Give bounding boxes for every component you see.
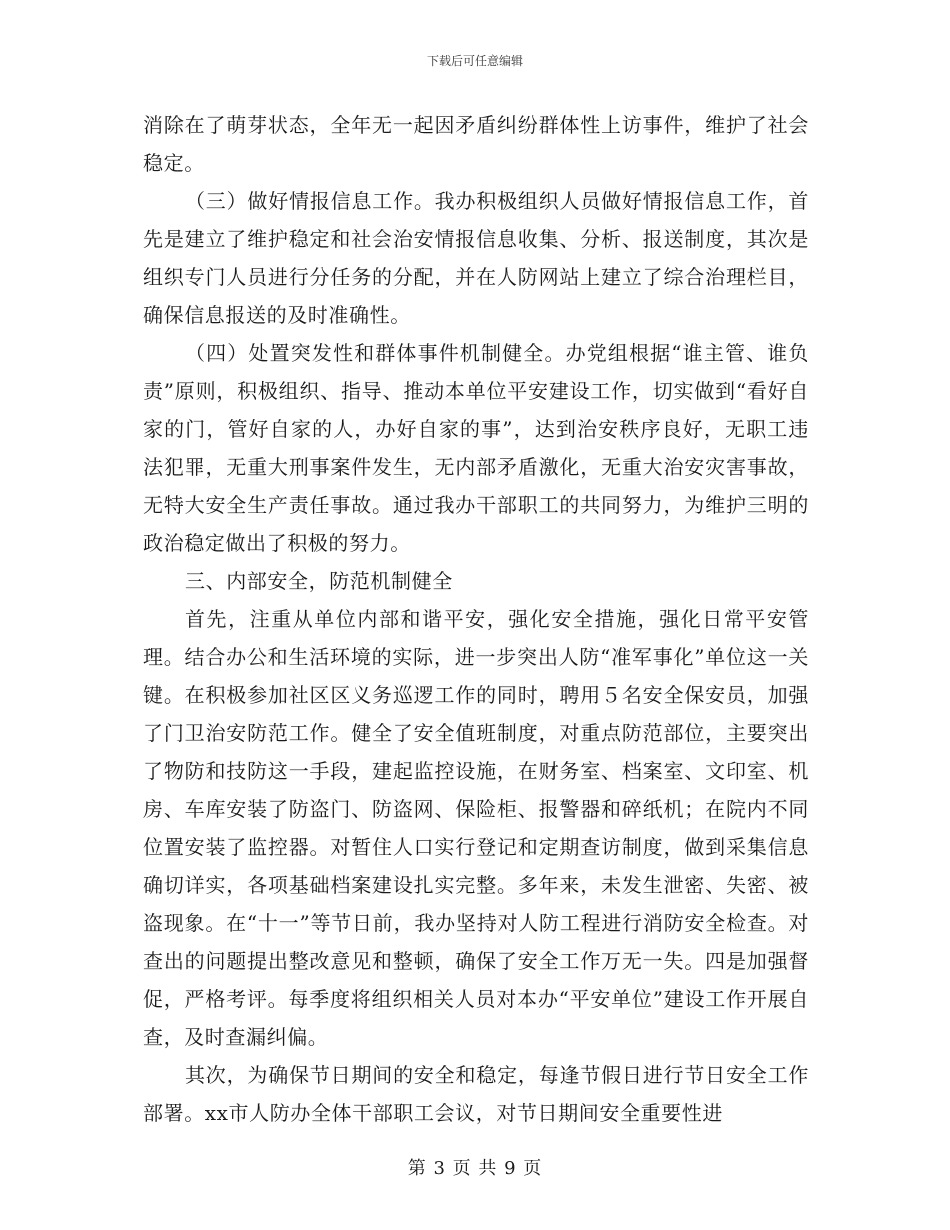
paragraph-first-measures: 首先，注重从单位内部和谐平安，强化安全措施，强化日常平安管理。结合办公和生活环境的实际，进一步突出人防“准军事化”单位这一关键。在积极参加社区区义务巡逻工作的同时，聘用５名安全保安员，加强了门卫治安防范工作。健全了安全值班制度，对重点防范部位，主要突出了物防和技防这一手段，建起监控设施，在财务室、档案室、文印室、机房、车库安装了防盗门、防盗网、保险柜、报警器和碎纸机；在院内不同位置安装了监控器。对暂住人口实行登记和定期查访制度，做到采集信息确切详实，各项基础档案建设扎实完整。多年来，未发生泄密、失密、被盗现象。在“十一”等节日前，我办坚持对人防工程进行消防安全检查。对查出的问题提出整改意见和整顿，确保了安全工作万无一失。四是加强督促，严格考评。每季度将组织相关人员对本办“平安单位”建设工作开展自查，及时查漏纠偏。 (143, 607, 809, 1049)
paragraph-continuation: 消除在了萌芽状态，全年无一起因矛盾纠纷群体性上访事件，维护了社会稳定。 (143, 113, 809, 175)
paragraph-intelligence-work: （三）做好情报信息工作。我办积极组织人员做好情报信息工作，首先是建立了维护稳定和社会治安情报信息收集、分析、报送制度，其次是组织专门人员进行分任务的分配，并在人防网站上建立了综合治理栏目，确保信息报送的及时准确性。 (143, 189, 809, 327)
page-footer-page-number: 第 3 页 共 9 页 (407, 1158, 543, 1179)
paragraph-second-holiday-safety: 其次，为确保节日期间的安全和稳定，每逢节假日进行节日安全工作部署。xx市人防办全体干部职工会议，对节日期间安全重要性进 (143, 1063, 809, 1125)
document-body (143, 106, 809, 1132)
section-heading-internal-security: 三、内部安全，防范机制健全 (185, 569, 453, 593)
page-header: 下载后可任意编辑 (426, 54, 523, 68)
paragraph-emergency-mechanism: （四）处置突发性和群体事件机制健全。办党组根据“谁主管、谁负责”原则，积极组织、指导、推动本单位平安建设工作，切实做到“看好自家的门，管好自家的人，办好自家的事”，达到治安秩序良好，无职工违法犯罪，无重大刑事案件发生，无内部矛盾激化，无重大治安灾害事故，无特大安全生产责任事故。通过我办干部职工的共同努力，为维护三明的政治稳定做出了积极的努力。 (143, 341, 809, 555)
